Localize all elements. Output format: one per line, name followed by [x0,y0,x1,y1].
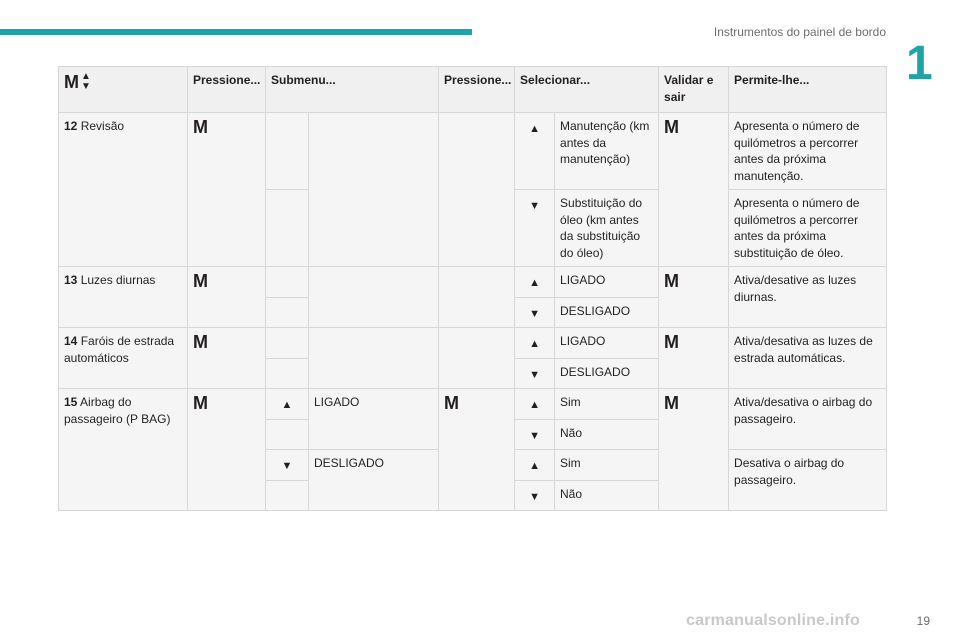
m-button-icon: M [64,72,79,92]
arrow-cell [515,297,555,328]
empty-cell [439,267,515,328]
table-row [59,328,887,359]
down-arrow-icon: ▼ [529,429,540,442]
m-button-icon: M [664,117,680,137]
arrow-cell [515,419,555,450]
description: Ativa/desativa o airbag do passageiro. [729,389,887,450]
m-button-icon: M [664,271,680,291]
empty-cell [439,113,515,267]
down-arrow-icon: ▼ [529,490,540,503]
row-label: 15 Airbag do passageiro (P BAG) [59,389,188,511]
header-accent-bar [0,29,472,35]
arrow-cell [515,450,555,481]
up-arrow-icon: ▲ [529,399,540,411]
m-button-icon: M [193,271,208,291]
up-arrow-icon: ▲ [81,71,91,82]
header-icon-cell [59,67,188,113]
row-label: 12 Revisão [59,113,188,267]
option-label: Não [555,419,659,450]
m-cell [188,113,266,267]
m-button-icon: M [664,332,680,352]
menu-table [58,66,887,511]
empty-cell [266,358,309,389]
submenu-label: LIGADO [309,389,439,450]
description: Apresenta o número de quilómetros a percorrer antes da próxima manutenção. [729,113,887,190]
description: Ativa/desativa as luzes de estrada automáticas. [729,328,887,389]
option-label: LIGADO [555,328,659,359]
m-cell [659,389,729,511]
option-label: DESLIGADO [555,358,659,389]
col-validate: Validar e sair [659,67,729,113]
empty-cell [266,190,309,267]
empty-cell [439,328,515,389]
down-arrow-icon: ▼ [81,81,91,92]
empty-cell [309,267,439,328]
down-arrow-icon: ▼ [529,307,540,320]
empty-cell [266,113,309,190]
empty-cell [266,297,309,328]
m-cell [188,328,266,389]
up-arrow-icon: ▲ [529,123,540,135]
table-row [59,389,887,420]
submenu-label: DESLIGADO [309,450,439,511]
page-number: 19 [916,614,930,628]
m-button-icon: M [664,393,680,413]
arrow-cell [515,267,555,298]
empty-cell [309,328,439,389]
arrow-cell [515,113,555,190]
option-label: Manutenção (km antes da manutenção) [555,113,659,190]
description: Desativa o airbag do passageiro. [729,450,887,511]
down-arrow-icon: ▼ [529,200,540,212]
arrow-cell [515,328,555,359]
option-label: Não [555,480,659,511]
m-cell [659,267,729,328]
m-cell [439,389,515,511]
description: Apresenta o número de quilómetros a percorrer antes da próxima substituição de óleo. [729,190,887,267]
empty-cell [266,267,309,298]
m-cell [188,267,266,328]
empty-cell [266,419,309,450]
arrow-cell [266,450,309,481]
col-allows: Permite-lhe... [729,67,887,113]
option-label: Sim [555,450,659,481]
chapter-number: 1 [906,37,933,90]
m-button-icon: M [193,393,208,413]
up-arrow-icon: ▲ [529,460,540,472]
m-cell [659,328,729,389]
description: Ativa/desative as luzes diurnas. [729,267,887,328]
option-label: Sim [555,389,659,420]
option-label: LIGADO [555,267,659,298]
table-header-row [59,67,887,113]
m-cell [188,389,266,511]
m-button-icon: M [444,393,460,413]
option-label: Substituição do óleo (km antes da substituição do óleo) [555,190,659,267]
m-button-icon: M [193,117,208,137]
m-button-icon: M [193,332,208,352]
arrow-cell [515,190,555,267]
up-arrow-icon: ▲ [281,399,293,411]
table-row [59,267,887,298]
up-arrow-icon: ▲ [529,277,540,289]
col-select: Selecionar... [515,67,659,113]
row-label: 14 Faróis de estrada automáticos [59,328,188,389]
arrow-cell [266,389,309,420]
col-submenu: Submenu... [266,67,439,113]
arrow-cell [515,358,555,389]
option-label: DESLIGADO [555,297,659,328]
down-arrow-icon: ▼ [281,460,293,472]
down-arrow-icon: ▼ [529,368,540,381]
empty-cell [266,480,309,511]
arrow-cell [515,389,555,420]
col-press-2: Pressione... [439,67,515,113]
up-arrow-icon: ▲ [529,338,540,350]
watermark: carmanualsonline.info [686,612,861,629]
section-title: Instrumentos do painel de bordo [713,25,886,39]
col-press: Pressione... [188,67,266,113]
m-cell [659,113,729,267]
row-label: 13 Luzes diurnas [59,267,188,328]
arrow-cell [515,480,555,511]
empty-cell [266,328,309,359]
table-row [59,113,887,190]
empty-cell [309,113,439,267]
